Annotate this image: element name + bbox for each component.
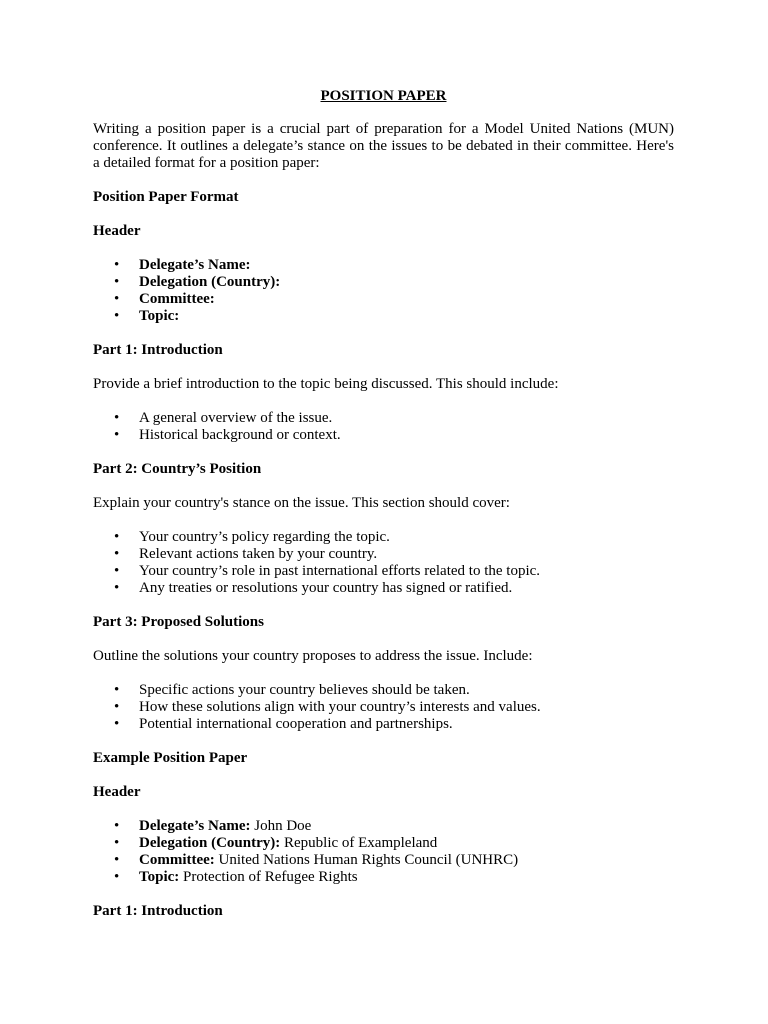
list-item — [93, 563, 674, 580]
bullet-icon: • — [114, 257, 120, 273]
list-item — [93, 308, 674, 325]
bullet-icon: • — [114, 818, 120, 834]
example-item-label: Delegate’s Name: — [139, 818, 251, 834]
list-item — [93, 699, 674, 716]
header-list — [93, 257, 674, 325]
part3-text: Outline the solutions your country proposes to address the issue. Include: — [93, 648, 533, 664]
list-item — [93, 835, 674, 852]
part3-list — [93, 682, 674, 733]
bullet-icon: • — [114, 682, 120, 698]
intro-paragraph: Writing a position paper is a crucial part of preparation for a Model United Nations (MUN) conference. It outlines a delegate’s stance on the issues to be debated in their committee. Here's a detailed format for a position paper: — [93, 121, 674, 171]
part2-list — [93, 529, 674, 597]
list-item — [93, 682, 674, 699]
part1-heading: Part 1: Introduction — [93, 342, 223, 358]
bullet-icon: • — [114, 835, 120, 851]
header-heading: Header — [93, 223, 141, 239]
header-item-label: Topic: — [139, 308, 180, 324]
list-item-text: Your country’s policy regarding the topic. — [139, 529, 390, 545]
list-item-text: Your country’s role in past international efforts related to the topic. — [139, 563, 541, 579]
list-item — [93, 427, 674, 444]
bullet-icon: • — [114, 563, 120, 579]
part1-text: Provide a brief introduction to the topic being discussed. This should include: — [93, 376, 559, 392]
example-item-value: Republic of Exampleland — [280, 835, 438, 851]
list-item-text: Potential international cooperation and partnerships. — [139, 716, 453, 732]
example-item-label: Delegation (Country): — [139, 835, 281, 851]
document-title: POSITION PAPER — [320, 88, 447, 104]
list-item-text: A general overview of the issue. — [139, 410, 333, 426]
part1-list — [93, 410, 674, 444]
bullet-icon: • — [114, 699, 120, 715]
bullet-icon: • — [114, 546, 120, 562]
header-item-label: Committee: — [139, 291, 215, 307]
list-item — [93, 410, 674, 427]
bullet-icon: • — [114, 529, 120, 545]
example-header-heading: Header — [93, 784, 141, 800]
list-item — [93, 257, 674, 274]
list-item-text: Relevant actions taken by your country. — [139, 546, 378, 562]
bullet-icon: • — [114, 427, 120, 443]
example-part1-heading: Part 1: Introduction — [93, 903, 223, 919]
list-item — [93, 529, 674, 546]
format-heading: Position Paper Format — [93, 189, 239, 205]
list-item-text: How these solutions align with your country’s interests and values. — [139, 699, 541, 715]
list-item — [93, 274, 674, 291]
example-heading: Example Position Paper — [93, 750, 248, 766]
list-item — [93, 580, 674, 597]
list-item — [93, 869, 674, 886]
example-header-list — [93, 818, 674, 886]
list-item-text: Specific actions your country believes should be taken. — [139, 682, 470, 698]
bullet-icon: • — [114, 291, 120, 307]
example-item-label: Committee: — [139, 852, 215, 868]
list-item — [93, 291, 674, 308]
list-item-text: Any treaties or resolutions your country has signed or ratified. — [139, 580, 513, 596]
bullet-icon: • — [114, 716, 120, 732]
bullet-icon: • — [114, 308, 120, 324]
example-item-value: John Doe — [250, 818, 312, 834]
part3-heading: Part 3: Proposed Solutions — [93, 614, 264, 630]
part2-heading: Part 2: Country’s Position — [93, 461, 262, 477]
header-item-label: Delegate’s Name: — [139, 257, 251, 273]
list-item — [93, 852, 674, 869]
bullet-icon: • — [114, 869, 120, 885]
bullet-icon: • — [114, 410, 120, 426]
header-item-label: Delegation (Country): — [139, 274, 281, 290]
bullet-icon: • — [114, 852, 120, 868]
list-item — [93, 716, 674, 733]
document-page — [93, 88, 674, 937]
part2-text: Explain your country's stance on the issue. This section should cover: — [93, 495, 510, 511]
example-item-label: Topic: — [139, 869, 180, 885]
list-item — [93, 818, 674, 835]
list-item-text: Historical background or context. — [139, 427, 341, 443]
bullet-icon: • — [114, 580, 120, 596]
example-item-value: United Nations Human Rights Council (UNHRC) — [214, 852, 519, 868]
bullet-icon: • — [114, 274, 120, 290]
list-item — [93, 546, 674, 563]
example-item-value: Protection of Refugee Rights — [179, 869, 358, 885]
